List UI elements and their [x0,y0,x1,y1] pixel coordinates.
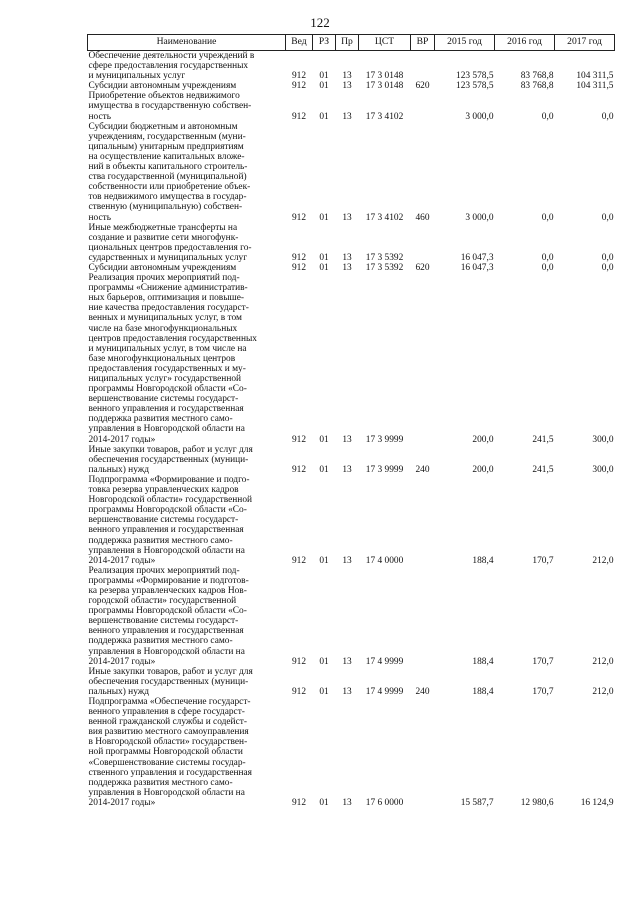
cell-vr [411,697,435,808]
cell-cst: 17 3 4102 [365,111,404,122]
cell-2017: 0,0 [601,111,614,122]
table-row [88,223,615,263]
cell-2015: 188,4 [472,656,494,667]
cell-2016: 83 768,8 [520,81,554,92]
cell-2015: 123 578,5 [456,71,494,82]
header-ved: Вед [286,35,313,51]
cell-rz: 01 [319,656,329,667]
budget-table [87,34,615,808]
header-2017: 2017 год [555,35,615,51]
header-2015: 2015 год [435,35,495,51]
header-pr: Пр [336,35,359,51]
cell-pr: 13 [342,262,352,273]
cell-2015: 123 578,5 [456,81,494,92]
cell-cst: 17 3 9999 [365,464,404,475]
cell-cst: 17 4 9999 [365,686,404,697]
cell-rz: 01 [319,555,329,566]
cell-pr: 13 [342,212,352,223]
table-row [88,122,615,223]
header-rz: РЗ [313,35,336,51]
cell-ved: 912 [291,262,307,273]
cell-2016: 241,5 [532,434,554,445]
cell-2017: 212,0 [592,656,614,667]
cell-2017: 300,0 [592,464,614,475]
table-body [88,51,615,809]
cell-ved: 912 [291,81,307,92]
cell-2016: 0,0 [541,111,554,122]
table-row [88,51,615,82]
cell-2016: 170,7 [532,555,554,566]
cell-rz: 01 [319,252,329,263]
table-row [88,273,615,445]
cell-rz: 01 [319,434,329,445]
cell-cst: 17 4 9999 [365,656,404,667]
cell-rz: 01 [319,71,329,82]
page-number: 122 [310,15,330,30]
cell-name: Иные межбюджетные трансферты на создание и развитие сети многофунк- циональных центров предоставления го- сударственных и муниципальных услуг [88,222,252,263]
cell-2015: 15 587,7 [460,797,494,808]
table-row [88,667,615,697]
cell-name: Субсидии автономным учреждениям [88,262,237,273]
cell-vr [411,475,435,566]
cell-2017: 16 124,9 [580,797,614,808]
cell-pr: 13 [342,434,352,445]
cell-2017: 104 311,5 [576,81,614,92]
cell-2016: 170,7 [532,686,554,697]
cell-name: Подпрограмма «Формирование и подго- товка резерва управленческих кадров Новгородской области» государственной программы Новгородской области «Со- вершенствование системы государст- венного управления и государственная поддержка развития местного само- управления в Новгородской области на 2014-2017 годы» [88,474,253,566]
cell-rz: 01 [319,212,329,223]
cell-vr: 460 [415,212,430,223]
cell-rz: 01 [319,797,329,808]
cell-cst: 17 3 9999 [365,434,404,445]
cell-pr: 13 [342,71,352,82]
cell-rz: 01 [319,464,329,475]
cell-pr: 13 [342,555,352,566]
cell-pr: 13 [342,464,352,475]
cell-ved: 912 [291,656,307,667]
cell-2016: 83 768,8 [520,71,554,82]
cell-rz: 01 [319,262,329,273]
cell-vr: 240 [415,686,430,697]
cell-name: Приобретение объектов недвижимого имущества в государственную собствен- ность [88,91,252,122]
cell-vr [411,273,435,445]
table-row [88,91,615,121]
cell-2015: 200,0 [472,464,494,475]
table-header-row [88,35,615,51]
cell-2017: 212,0 [592,555,614,566]
cell-2015: 16 047,3 [460,252,494,263]
cell-vr: 240 [415,464,430,475]
table-row [88,566,615,667]
header-vr: ВР [411,35,435,51]
cell-2016: 170,7 [532,656,554,667]
cell-cst: 17 3 5392 [365,252,404,263]
cell-ved: 912 [291,464,307,475]
table-row [88,445,615,475]
table-row [88,697,615,808]
cell-vr [411,91,435,121]
cell-cst: 17 6 0000 [365,797,404,808]
cell-cst: 17 3 0148 [365,81,404,92]
cell-ved: 912 [291,434,307,445]
header-2016: 2016 год [495,35,555,51]
cell-name: Субсидии автономным учреждениям [88,81,237,92]
cell-name: Подпрограмма «Обеспечение государст- венного управления в сфере государст- венной гражданской службы и содейст- вия развитию местного самоуправления в Новгородской области» государствен- ной программы Новгородской области «Совершенствование системы государ- ственного управления и государственная поддержка развития местного само- управления в Новгородской области на 2014-2017 годы» [88,697,252,808]
cell-ved: 912 [291,71,307,82]
cell-ved: 912 [291,797,307,808]
cell-name: Реализация прочих мероприятий под- программы «Снижение административ- ных барьеров, оптимизация и повыше- ние качества предоставления государст- венных и муниципальных услуг, в том числе на базе многофункциональных центров предоставления государственных и муниципальных услуг, в том числе на базе многофункциональных центров предоставления государственных и му- ниципальных услуг» государственной программы Новгородской области «Со- вершенствование системы государст- венного управления и государственная поддержка развития местного само- управления в Новгородской области на 2014-2017 годы» [88,273,257,445]
cell-2017: 104 311,5 [576,71,614,82]
cell-cst: 17 3 5392 [365,262,404,273]
cell-pr: 13 [342,111,352,122]
cell-rz: 01 [319,81,329,92]
cell-name: Иные закупки товаров, работ и услуг для обеспечения государственных (муници- пальных) нужд [88,444,253,475]
cell-vr: 620 [415,262,430,273]
table-row [88,81,615,91]
cell-name: Обеспечение деятельности учреждений в сфере предоставления государственных и муниципальных услуг [88,51,255,82]
cell-2016: 12 980,6 [520,797,554,808]
cell-cst: 17 3 0148 [365,71,404,82]
cell-2017: 0,0 [601,252,614,263]
cell-2016: 0,0 [541,262,554,273]
cell-2016: 241,5 [532,464,554,475]
cell-ved: 912 [291,252,307,263]
cell-2017: 0,0 [601,212,614,223]
cell-2016: 0,0 [541,252,554,263]
cell-pr: 13 [342,797,352,808]
cell-pr: 13 [342,656,352,667]
cell-2015: 188,4 [472,555,494,566]
cell-ved: 912 [291,686,307,697]
cell-2015: 3 000,0 [465,111,494,122]
cell-2015: 200,0 [472,434,494,445]
cell-ved: 912 [291,212,307,223]
cell-2017: 0,0 [601,262,614,273]
cell-2015: 16 047,3 [460,262,494,273]
cell-pr: 13 [342,686,352,697]
cell-2017: 212,0 [592,686,614,697]
cell-2015: 3 000,0 [465,212,494,223]
cell-vr [411,223,435,263]
cell-pr: 13 [342,252,352,263]
cell-2015: 188,4 [472,686,494,697]
cell-rz: 01 [319,111,329,122]
cell-ved: 912 [291,111,307,122]
cell-pr: 13 [342,81,352,92]
cell-name: Реализация прочих мероприятий под- программы «Формирование и подготов- ка резерва управленческих кадров Нов- городской области» государственной программы Новгородской области «Со- вершенствование системы государст- венного управления и государственная поддержка развития местного само- управления в Новгородской области на 2014-2017 годы» [88,565,249,667]
cell-vr [411,51,435,82]
header-name: Наименование [88,35,286,51]
cell-2016: 0,0 [541,212,554,223]
cell-cst: 17 3 4102 [365,212,404,223]
table-row [88,263,615,273]
cell-name: Иные закупки товаров, работ и услуг для обеспечения государственных (муници- пальных) нужд [88,666,253,697]
cell-cst: 17 4 0000 [365,555,404,566]
cell-vr: 620 [415,81,430,92]
table-row [88,475,615,566]
cell-rz: 01 [319,686,329,697]
header-cst: ЦСТ [359,35,411,51]
cell-vr [411,566,435,667]
cell-ved: 912 [291,555,307,566]
cell-2017: 300,0 [592,434,614,445]
cell-name: Субсидии бюджетным и автономным учреждениям, государственным (муни- ципальным) унитарным предприятиям на осуществление капитальных вложе- ний в объекты капитального строитель- ства государственной (муниципальной) собственности или приобретение объек- тов недвижимого имущества в государ- ственную (муниципальную) собствен- ность [88,121,251,223]
